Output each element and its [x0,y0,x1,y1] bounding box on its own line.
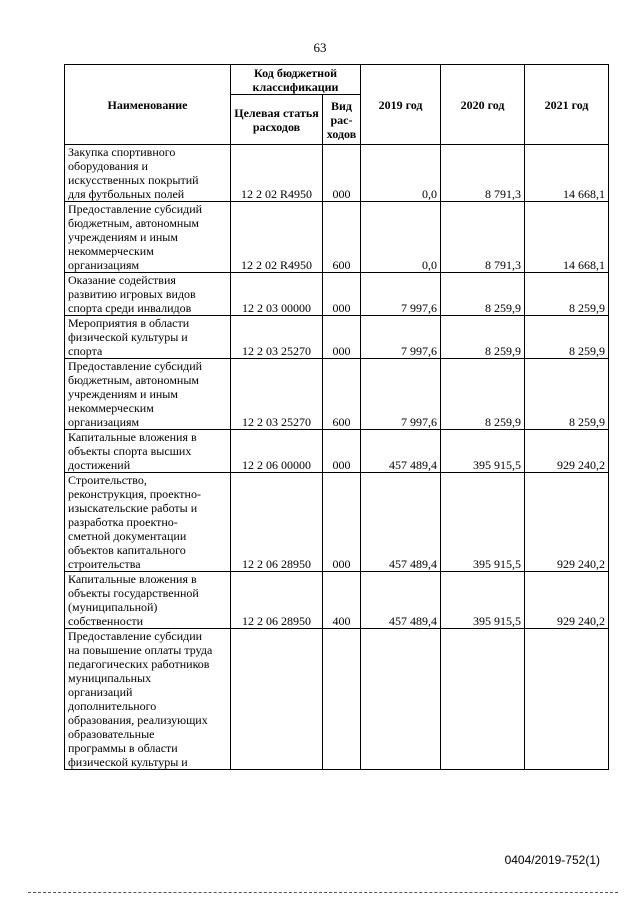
table-row [65,359,609,430]
row-target-article: 12 2 06 28950 [231,572,323,629]
row-expense-kind: 000 [323,145,361,202]
row-value-2019 [361,629,441,770]
row-name-line: разработка проектно- [68,515,178,529]
row-name-line: физической культуры и [68,755,188,769]
row-name-line: дополнительного [68,699,157,713]
row-name-line: педагогических работников [68,657,210,671]
row-target-article [231,629,323,770]
row-value-2021 [525,629,609,770]
row-name-line: строительства [68,557,141,571]
row-name-line: организациям [68,258,140,272]
bottom-rule [28,892,618,893]
row-name-line: образовательные [68,727,155,741]
row-name [65,430,231,473]
row-value-2019: 457 489,4 [361,473,441,572]
row-name-line: объекты государственной [68,586,199,600]
row-name-line: некоммерческим [68,401,154,415]
row-name-line: организаций [68,685,133,699]
table-row [65,273,609,316]
row-target-article: 12 2 03 25270 [231,316,323,359]
table-row [65,430,609,473]
row-target-article: 12 2 06 28950 [231,473,323,572]
row-name-line: учреждениям и иным [68,387,178,401]
row-expense-kind: 000 [323,473,361,572]
row-expense-kind: 000 [323,316,361,359]
row-name-line: достижений [68,458,131,472]
row-value-2020: 8 791,3 [441,145,525,202]
row-name-line: бюджетным, автономным [68,216,199,230]
row-expense-kind: 400 [323,572,361,629]
header-expense-kind: Вид рас-ходов [323,95,361,145]
row-name-line: образования, реализующих [68,713,208,727]
row-name [65,359,231,430]
row-value-2020: 395 915,5 [441,473,525,572]
table-row [65,473,609,572]
row-expense-kind: 000 [323,430,361,473]
row-expense-kind: 600 [323,202,361,273]
table-row [65,145,609,202]
row-name-line: изыскательские работы и [68,501,198,515]
row-name [65,629,231,770]
row-value-2019: 457 489,4 [361,572,441,629]
row-name-line: физической культуры и [68,330,188,344]
document-code: 0404/2019-752(1) [504,853,600,867]
row-value-2020: 8 259,9 [441,359,525,430]
row-name-line: муниципальных [68,671,152,685]
row-name-line: спорта среди инвалидов [68,301,192,315]
row-value-2021: 14 668,1 [525,202,609,273]
row-name-line: Закупка спортивного [68,145,176,159]
row-value-2019: 7 997,6 [361,316,441,359]
row-name-line: Капитальные вложения в [68,430,197,444]
row-name [65,202,231,273]
row-name-line: объектов капитального [68,543,186,557]
row-name-line: развитию игровых видов [68,287,196,301]
row-name-line: программы в области [68,741,178,755]
row-name-line: оборудования и [68,159,148,173]
row-value-2020: 8 259,9 [441,273,525,316]
row-name-line: искусственных покрытий [68,173,199,187]
row-name-line: спорта [68,344,103,358]
table-header [65,65,609,145]
row-expense-kind: 000 [323,273,361,316]
table-row [65,629,609,770]
page-number: 63 [313,40,327,55]
row-target-article: 12 2 02 R4950 [231,145,323,202]
row-value-2019: 0,0 [361,145,441,202]
table-row [65,572,609,629]
row-name-line: бюджетным, автономным [68,373,199,387]
row-name-line: сметной документации [68,529,187,543]
row-value-2019: 7 997,6 [361,273,441,316]
row-value-2021: 8 259,9 [525,359,609,430]
row-value-2021: 8 259,9 [525,316,609,359]
row-name [65,273,231,316]
row-name-line: объекты спорта высших [68,444,192,458]
row-value-2020: 395 915,5 [441,430,525,473]
header-2021: 2021 год [525,65,609,145]
row-value-2020 [441,629,525,770]
row-value-2021: 8 259,9 [525,273,609,316]
row-name [65,473,231,572]
row-value-2019: 7 997,6 [361,359,441,430]
row-name-line: собственности [68,614,144,628]
row-name-line: Мероприятия в области [68,316,190,330]
row-value-2021: 14 668,1 [525,145,609,202]
header-2020: 2020 год [441,65,525,145]
row-value-2020: 8 259,9 [441,316,525,359]
row-name-line: Капитальные вложения в [68,572,197,586]
row-name-line: для футбольных полей [68,187,185,201]
header-2019: 2019 год [361,65,441,145]
row-name-line: организациям [68,415,140,429]
row-name-line: Оказание содействия [68,273,176,287]
row-target-article: 12 2 03 00000 [231,273,323,316]
table-row [65,316,609,359]
row-name-line: (муниципальной) [68,600,158,614]
row-name-line: некоммерческим [68,244,154,258]
table-row [65,202,609,273]
row-value-2020: 8 791,3 [441,202,525,273]
row-value-2020: 395 915,5 [441,572,525,629]
row-target-article: 12 2 06 00000 [231,430,323,473]
row-target-article: 12 2 03 25270 [231,359,323,430]
row-name-line: на повышение оплаты труда [68,643,213,657]
row-name [65,316,231,359]
row-name [65,145,231,202]
row-name-line: реконструкция, проектно- [68,487,201,501]
row-target-article: 12 2 02 R4950 [231,202,323,273]
row-name [65,572,231,629]
row-name-line: Предоставление субсидий [68,202,203,216]
row-name-line: Строительство, [68,473,147,487]
row-value-2019: 457 489,4 [361,430,441,473]
row-value-2021: 929 240,2 [525,430,609,473]
header-target-article: Целевая статья расходов [231,95,323,145]
row-value-2021: 929 240,2 [525,473,609,572]
budget-table [64,64,609,770]
header-code-group: Код бюджетной классификации [231,65,361,95]
row-name-line: учреждениям и иным [68,230,178,244]
row-name-line: Предоставление субсидии [68,629,203,643]
row-expense-kind [323,629,361,770]
row-expense-kind: 600 [323,359,361,430]
row-value-2019: 0,0 [361,202,441,273]
table-body [65,145,609,770]
row-name-line: Предоставление субсидий [68,359,203,373]
row-value-2021: 929 240,2 [525,572,609,629]
header-name: Наименование [65,65,231,145]
